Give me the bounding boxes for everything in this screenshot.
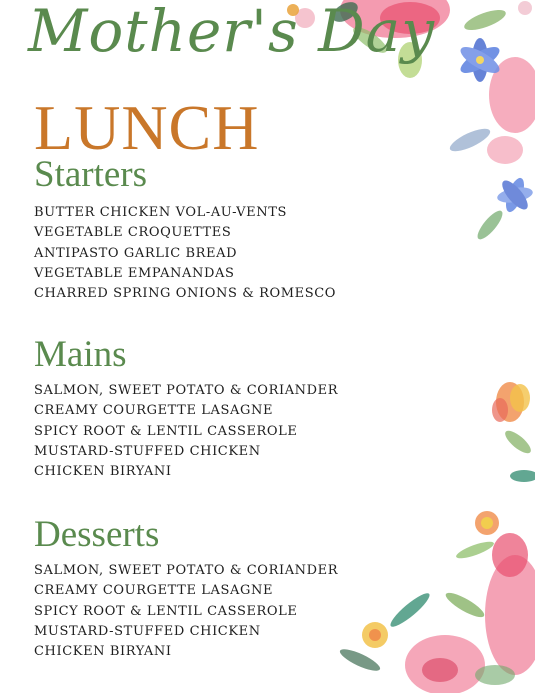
list-item: CREAMY COURGETTE LASAGNE	[34, 583, 274, 599]
list-item: CREAMY COURGETTE LASAGNE	[34, 403, 274, 419]
section-heading-mains: Mains	[34, 334, 127, 375]
list-item: ANTIPASTO GARLIC BREAD	[34, 245, 238, 261]
list-item: CHICKEN BIRYANI	[34, 644, 172, 660]
list-item: VEGETABLE EMPANANDAS	[34, 265, 235, 281]
list-item: BUTTER CHICKEN VOL-AU-VENTS	[34, 205, 288, 220]
desserts-list	[34, 561, 338, 662]
list-item: SALMON, SWEET POTATO & CORIANDER	[34, 563, 339, 578]
list-item: SPICY ROOT & LENTIL CASSEROLE	[34, 423, 298, 439]
list-item: MUSTARD-STUFFED CHICKEN	[34, 623, 261, 639]
list-item: SALMON, SWEET POTATO & CORIANDER	[34, 383, 339, 398]
section-heading-desserts: Desserts	[34, 514, 160, 555]
floral-bottom-right-icon	[335, 505, 535, 693]
list-item: CHICKEN BIRYANI	[34, 464, 172, 480]
list-item: SPICY ROOT & LENTIL CASSEROLE	[34, 603, 298, 619]
list-item: CHARRED SPRING ONIONS & ROMESCO	[34, 286, 337, 302]
list-item: VEGETABLE CROQUETTES	[34, 225, 232, 241]
mains-list	[34, 381, 338, 482]
section-heading-starters: Starters	[34, 154, 148, 195]
script-title: Mother's Day	[28, 0, 436, 65]
floral-mid-right-icon	[480, 380, 535, 490]
main-title: LUNCH	[34, 92, 260, 163]
list-item: MUSTARD-STUFFED CHICKEN	[34, 443, 261, 459]
starters-list	[34, 203, 336, 304]
